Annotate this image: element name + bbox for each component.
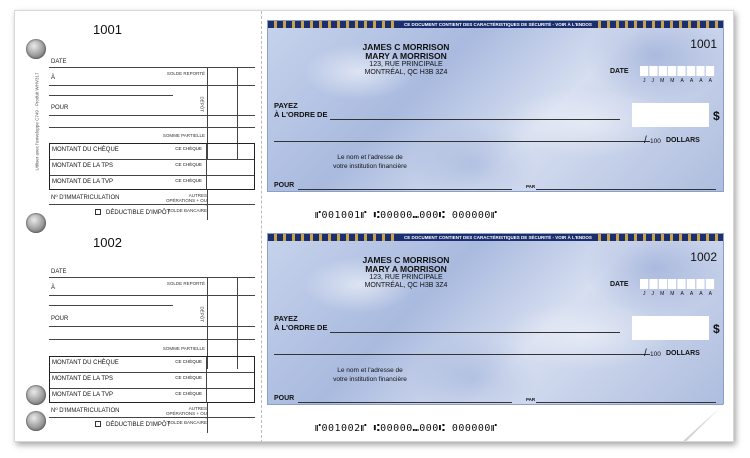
register-to-label: À <box>51 75 56 81</box>
signature-label: PAR <box>526 184 536 189</box>
bank-balance-label: SOLDE BANCAIRE <box>167 420 207 425</box>
account-holder-name: MARY A MORRISON <box>365 264 447 274</box>
perforation-line <box>261 11 262 443</box>
micr-line: ⑈001001⑈ ⑆00000⑉000⑆ 000000⑈ <box>315 210 498 221</box>
registration-number-label: Nº D'IMMATRICULATION <box>51 408 120 414</box>
amount-field[interactable] <box>632 103 709 127</box>
register-line <box>49 204 255 205</box>
register-row: MONTANT DU CHÈQUE CE CHÈQUE <box>50 144 254 159</box>
signature-field[interactable] <box>536 402 716 403</box>
dollar-sign: $ <box>713 322 720 336</box>
date-label: DATE <box>610 68 629 75</box>
security-bar <box>268 234 723 241</box>
cents-label: 100 <box>650 351 661 358</box>
register-line <box>49 277 255 278</box>
account-holder-block <box>346 43 466 77</box>
register-row: MONTANT DU CHÈQUE CE CHÈQUE <box>50 357 254 372</box>
tax-deductible-checkbox[interactable]: DÉDUCTIBLE D'IMPÔT <box>95 209 170 216</box>
deposit-label: DÉPÔT <box>199 96 205 113</box>
other-operations-label: AUTRES OPÉRATIONS + OU - <box>165 406 207 421</box>
subtotal-label: SOMME PARTIELLE <box>162 346 205 351</box>
register-line <box>49 95 173 96</box>
account-holder-name: MARY A MORRISON <box>365 51 447 61</box>
register-line <box>49 115 255 116</box>
dollars-label: DOLLARS <box>666 137 700 144</box>
binder-hole <box>26 39 46 59</box>
register-amounts-box <box>49 143 255 190</box>
register-line <box>49 305 173 306</box>
fraction-slash: / <box>644 135 647 146</box>
account-holder-name: JAMES C MORRISON <box>362 42 450 52</box>
cheque-2 <box>267 233 724 405</box>
register-line <box>49 85 255 86</box>
dollars-label: DOLLARS <box>666 350 700 357</box>
register-number: 1002 <box>93 235 122 250</box>
payee-field[interactable] <box>330 332 620 333</box>
register-row: MONTANT DE LA TVP CE CHÈQUE <box>50 388 254 403</box>
register-line <box>49 67 255 68</box>
date-label: DATE <box>610 281 629 288</box>
signature-label: PAR <box>526 397 536 402</box>
tax-deductible-checkbox[interactable]: DÉDUCTIBLE D'IMPÔT <box>95 421 170 428</box>
register-line <box>49 295 255 296</box>
binder-hole <box>26 411 46 431</box>
binder-hole <box>26 385 46 405</box>
register-line <box>49 417 255 418</box>
memo-label: POUR <box>274 395 295 402</box>
dollar-sign: $ <box>713 109 720 123</box>
address-line: MONTRÉAL, QC H3B 3Z4 <box>364 282 448 289</box>
address-line: MONTRÉAL, QC H3B 3Z4 <box>364 69 448 76</box>
amount-words-field[interactable] <box>274 141 650 142</box>
security-notice: CE DOCUMENT CONTIENT DES CARACTÉRISTIQUES DE SÉCURITÉ - VOIR À L'ENDOS <box>398 21 598 28</box>
checkbox-icon <box>95 421 101 427</box>
register-line <box>49 127 255 128</box>
address-line: 123, RUE PRINCIPALE <box>369 274 443 281</box>
register-to-label: À <box>51 285 56 291</box>
date-field[interactable] <box>640 279 715 289</box>
payee-field[interactable] <box>330 119 620 120</box>
register-date-label: DATE <box>51 269 67 275</box>
date-field[interactable] <box>640 66 715 76</box>
register-number: 1001 <box>93 22 122 37</box>
side-product-code: Utiliser avec l'enveloppe C749 · Produit WHV317 <box>34 72 40 171</box>
cheque-sheet <box>14 10 734 442</box>
signature-field[interactable] <box>536 189 716 190</box>
balance-forward-label: SOLDE REPORTÉ <box>166 281 205 286</box>
memo-label: POUR <box>274 182 295 189</box>
register-for-label: POUR <box>51 316 69 322</box>
register-date-label: DATE <box>51 59 67 65</box>
register-column-divider <box>207 190 208 220</box>
security-bar <box>268 21 723 28</box>
fraction-slash: / <box>644 348 647 359</box>
register-stub-2 <box>15 227 259 443</box>
amount-field[interactable] <box>632 316 709 340</box>
memo-field[interactable] <box>298 402 512 403</box>
register-line <box>49 339 255 340</box>
subtotal-label: SOMME PARTIELLE <box>162 133 205 138</box>
register-row: MONTANT DE LA TPS CE CHÈQUE <box>50 159 254 175</box>
cents-label: 100 <box>650 138 661 145</box>
amount-words-field[interactable] <box>274 354 650 355</box>
security-notice: CE DOCUMENT CONTIENT DES CARACTÉRISTIQUES DE SÉCURITÉ - VOIR À L'ENDOS <box>398 234 598 241</box>
date-format: J J M M A A A A <box>643 291 712 297</box>
deposit-label: DÉPÔT <box>199 306 205 323</box>
date-format: J J M M A A A A <box>643 78 712 84</box>
cheque-1 <box>267 20 724 192</box>
payee-label: PAYEZ À L'ORDRE DE <box>274 101 328 119</box>
account-holder-name: JAMES C MORRISON <box>362 255 450 265</box>
account-holder-block <box>346 256 466 290</box>
register-row: MONTANT DE LA TVP CE CHÈQUE <box>50 175 254 190</box>
register-line <box>49 326 255 327</box>
address-line: 123, RUE PRINCIPALE <box>369 61 443 68</box>
register-row: MONTANT DE LA TPS CE CHÈQUE <box>50 372 254 388</box>
register-for-label: POUR <box>51 105 69 111</box>
payee-label: PAYEZ À L'ORDRE DE <box>274 314 328 332</box>
memo-field[interactable] <box>298 189 512 190</box>
cheque-number: 1002 <box>690 250 717 264</box>
balance-forward-label: SOLDE REPORTÉ <box>166 71 205 76</box>
micr-line: ⑈001002⑈ ⑆00000⑉000⑆ 000000⑈ <box>315 423 498 434</box>
financial-institution: Le nom et l'adresse de votre institution financière <box>333 367 407 383</box>
registration-number-label: Nº D'IMMATRICULATION <box>51 195 120 201</box>
bank-balance-label: SOLDE BANCAIRE <box>167 208 207 213</box>
register-amounts-box <box>49 356 255 403</box>
register-stub-1 <box>15 11 259 227</box>
financial-institution: Le nom et l'adresse de votre institution financière <box>333 154 407 170</box>
register-column-divider <box>207 403 208 433</box>
checkbox-icon <box>95 209 101 215</box>
cheque-number: 1001 <box>690 37 717 51</box>
other-operations-label: AUTRES OPÉRATIONS + OU - <box>165 193 207 208</box>
